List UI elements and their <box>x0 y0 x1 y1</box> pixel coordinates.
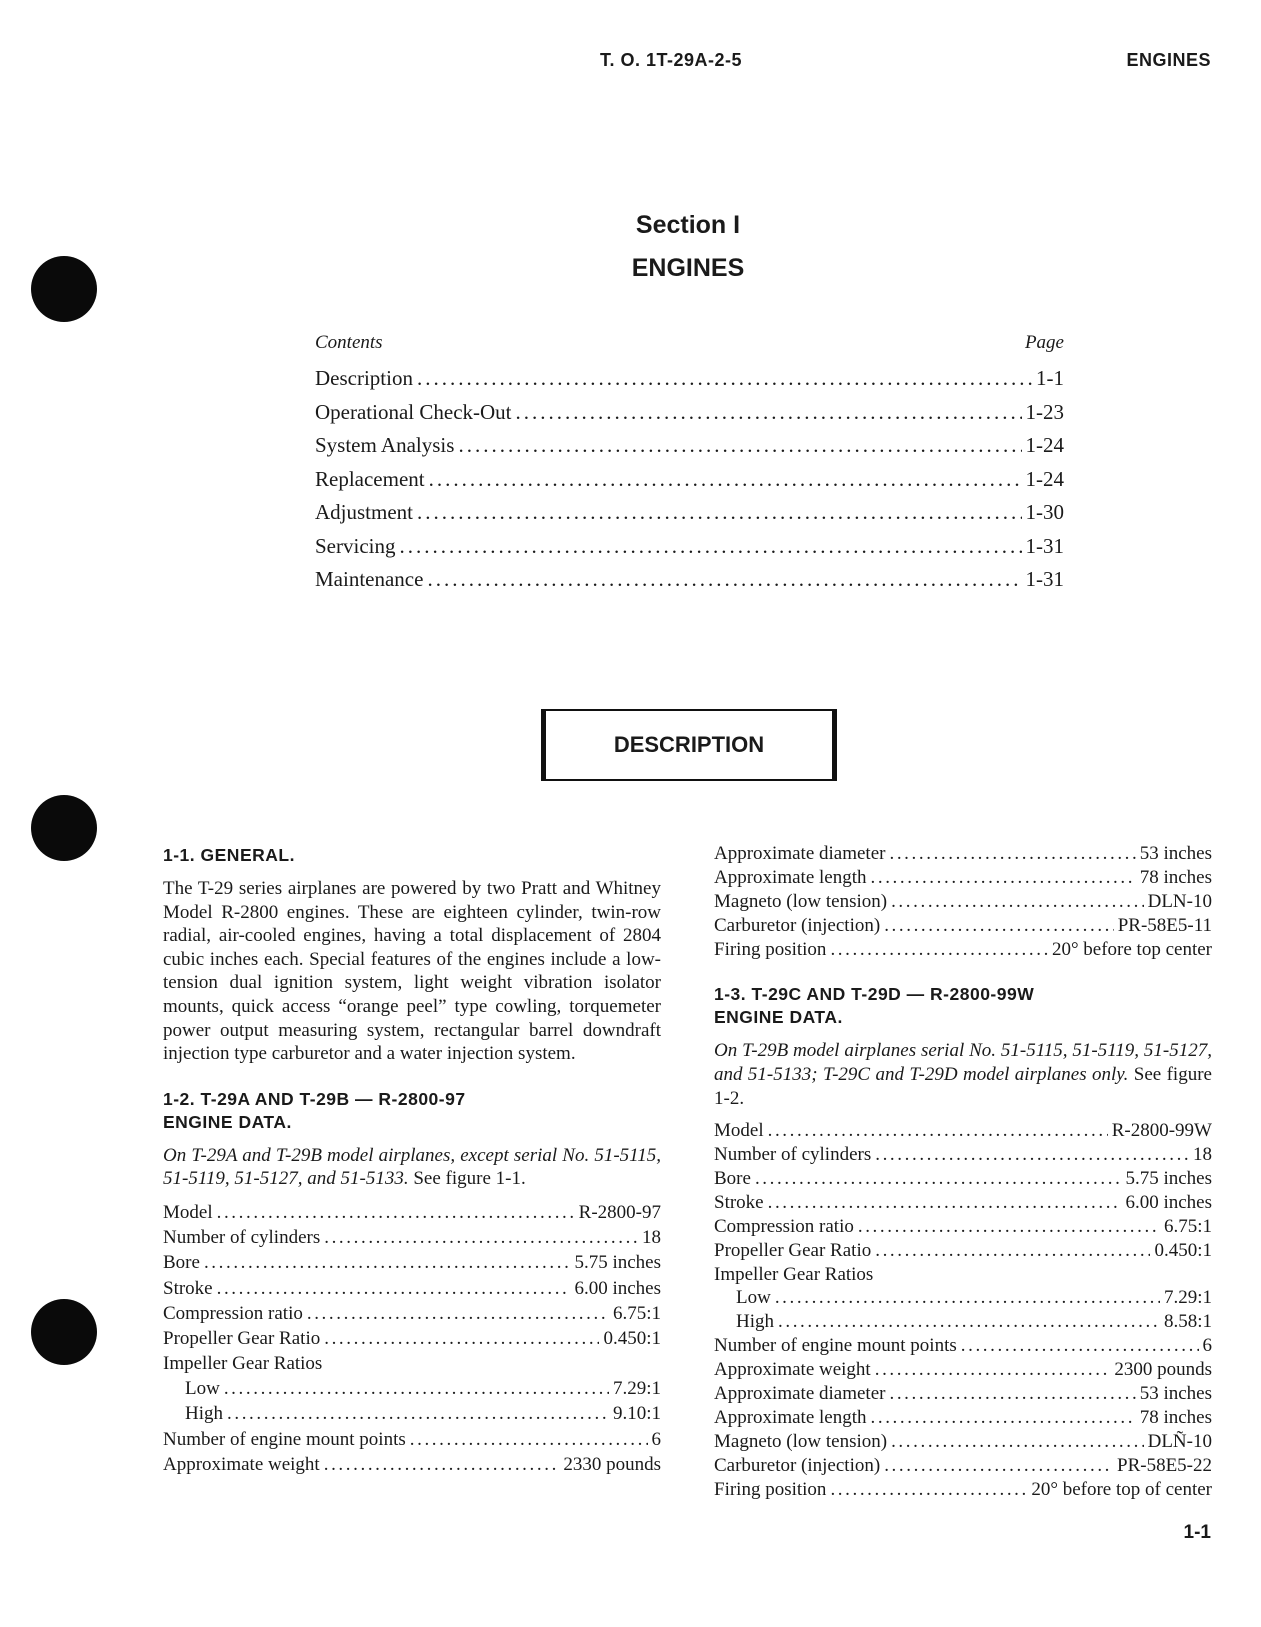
data-99w-note <box>714 1039 1212 1110</box>
spec-row <box>714 1382 1212 1406</box>
spec-row <box>714 1215 1212 1239</box>
row-label: Approximate diameter <box>714 843 886 864</box>
row-value: 1-23 <box>1025 399 1064 424</box>
row-label: Magneto (low tension) <box>714 1430 888 1452</box>
binder-hole <box>31 1299 97 1365</box>
dot-leader <box>889 842 1135 866</box>
row-label: Model <box>163 1201 213 1223</box>
dot-leader <box>429 467 1022 492</box>
row-value: R-2800-99W <box>1111 1120 1212 1142</box>
row-label: Impeller Gear Ratios <box>163 1353 323 1375</box>
figure-ref: See figure 1-2. <box>714 1064 1212 1109</box>
dot-leader <box>417 500 1022 525</box>
dot-leader <box>830 1478 1027 1502</box>
data-97-heading-2: ENGINE DATA. <box>163 1111 292 1132</box>
dot-leader <box>961 1334 1199 1358</box>
row-value: 18 <box>642 1227 661 1249</box>
row-label: Approximate diameter <box>714 1383 886 1405</box>
row-value: 53 inches <box>1139 1383 1212 1405</box>
dot-leader <box>778 1310 1160 1334</box>
spec-row <box>163 1326 661 1351</box>
engine-data-table-99w <box>714 1119 1212 1501</box>
row-label: Carburetor (injection) <box>714 1454 881 1476</box>
document-number: T. O. 1T-29A-2-5 <box>600 50 743 70</box>
row-label: Maintenance <box>315 567 424 591</box>
row-label: Stroke <box>714 1191 764 1213</box>
row-value: 18 <box>1193 1144 1212 1166</box>
row-value: 6.75:1 <box>612 1302 661 1324</box>
row-label: Replacement <box>315 466 425 491</box>
data-99w-heading-2: ENGINE DATA. <box>714 1007 843 1028</box>
row-label: Model <box>714 1120 764 1142</box>
data-97-note <box>163 1144 661 1191</box>
row-value: 8.58:1 <box>1163 1311 1212 1333</box>
row-label: Servicing <box>315 533 396 558</box>
row-value: 1-31 <box>1025 533 1064 558</box>
spec-row <box>714 1454 1212 1478</box>
row-value: 6 <box>1202 1335 1212 1357</box>
row-label: High <box>185 1403 223 1425</box>
toc-entry <box>315 400 1064 434</box>
spec-row <box>714 866 1212 890</box>
row-value: DLÑ-10 <box>1147 1430 1212 1452</box>
row-value: 6 <box>651 1428 661 1450</box>
toc-entry <box>315 433 1064 467</box>
row-label: System Analysis <box>315 433 455 457</box>
toc-entry <box>315 467 1064 501</box>
toc-entry <box>315 366 1064 400</box>
spec-row <box>163 1401 661 1426</box>
row-label: Bore <box>163 1252 200 1274</box>
spec-row <box>714 1310 1212 1334</box>
dot-leader <box>410 1427 648 1452</box>
row-label: Approximate length <box>714 1406 867 1428</box>
header-section-name: ENGINES <box>1126 50 1211 70</box>
row-value: 7.29:1 <box>612 1378 661 1400</box>
binder-hole <box>31 795 97 861</box>
spec-row <box>714 1478 1212 1502</box>
dot-leader <box>307 1301 609 1326</box>
row-value: 2300 pounds <box>1114 1359 1212 1381</box>
spec-row <box>714 1406 1212 1430</box>
row-label: Compression ratio <box>714 1215 854 1237</box>
figure-ref: See figure 1-1. <box>408 1168 526 1190</box>
row-label: Bore <box>714 1168 751 1190</box>
row-value: 78 inches <box>1139 866 1212 888</box>
dot-leader <box>884 914 1114 938</box>
row-value: 78 inches <box>1139 1406 1212 1428</box>
spec-row <box>714 914 1212 938</box>
spec-row <box>714 1239 1212 1263</box>
contents-label: Contents <box>315 332 383 353</box>
row-value: 6.00 inches <box>1125 1191 1212 1213</box>
row-label: Low <box>185 1378 220 1400</box>
right-column <box>714 842 1212 1501</box>
dot-leader <box>871 866 1136 890</box>
spec-row <box>163 1225 661 1250</box>
spec-row <box>714 1143 1212 1167</box>
note-text: On T-29A and T-29B model airplanes, except serial No. 51-5115, 51-5119, 51-5127, and 51-5133. <box>163 1144 661 1190</box>
spec-row <box>163 1301 661 1326</box>
spec-row <box>714 1167 1212 1191</box>
data-97-heading: 1-2. T-29A AND T-29B — R-2800-97 <box>163 1088 466 1109</box>
row-value: 20° before top center <box>1051 938 1212 960</box>
spec-row <box>714 1263 1212 1287</box>
row-value: DLN-10 <box>1147 890 1212 912</box>
spec-row <box>714 1286 1212 1310</box>
row-value: 1-24 <box>1025 466 1064 491</box>
page-number: 1-1 <box>1183 1522 1211 1543</box>
row-label: Number of engine mount points <box>163 1428 406 1450</box>
row-label: Approximate weight <box>714 1359 871 1381</box>
row-label: Compression ratio <box>163 1302 303 1324</box>
spec-row <box>714 1119 1212 1143</box>
dot-leader <box>204 1250 571 1275</box>
row-value: R-2800-97 <box>578 1201 661 1223</box>
row-label: Number of cylinders <box>714 1144 872 1166</box>
general-paragraph: The T-29 series airplanes are powered by two Pratt and Whitney Model R-2800 engines. These are eighteen cylinder, twin-row radial, air-cooled engines, having a total displacement of 2804 cubic inches each. Special features of the engines include a low-tension dual ignition system, light weight vibration isolator mounts, quick access “orange peel” type cowling, torquemeter power output measuring system, rectangular barrel downdraft injection type carburetor and a water injection system. <box>163 878 661 1065</box>
row-label: Number of engine mount points <box>714 1335 957 1357</box>
dot-leader <box>217 1200 575 1225</box>
spec-row <box>714 1358 1212 1382</box>
spec-row <box>163 1200 661 1225</box>
data-99w-heading: 1-3. T-29C AND T-29D — R-2800-99W <box>714 984 1035 1005</box>
section-number: Section I <box>635 211 741 239</box>
spec-row <box>163 1427 661 1452</box>
engine-data-table-97 <box>163 1200 661 1477</box>
dot-leader <box>516 400 1022 425</box>
row-label: Impeller Gear Ratios <box>714 1263 874 1285</box>
dot-leader <box>227 1401 609 1426</box>
row-label: Carburetor (injection) <box>714 914 881 936</box>
row-value: 1-30 <box>1025 500 1064 524</box>
dot-leader <box>399 534 1021 559</box>
row-value: 1-1 <box>1036 366 1064 390</box>
dot-leader <box>427 567 1021 592</box>
dot-leader <box>889 1382 1135 1406</box>
row-value: 1-24 <box>1025 433 1064 457</box>
dot-leader <box>324 1452 560 1477</box>
row-value: 53 inches <box>1139 843 1212 864</box>
dot-leader <box>768 1191 1122 1215</box>
spec-row <box>714 890 1212 914</box>
row-value: PR-58E5-22 <box>1117 1454 1212 1476</box>
row-value: 9.10:1 <box>612 1403 661 1425</box>
row-value: 6.75:1 <box>1163 1215 1212 1237</box>
dot-leader <box>875 1239 1150 1263</box>
toc-entry <box>315 500 1064 534</box>
row-value: PR-58E5-11 <box>1117 914 1212 936</box>
row-value: 0.450:1 <box>603 1327 661 1349</box>
row-value: 2330 pounds <box>563 1453 661 1475</box>
dot-leader <box>755 1167 1122 1191</box>
dot-leader <box>224 1376 609 1401</box>
dot-leader <box>768 1119 1108 1143</box>
spec-row <box>714 938 1212 962</box>
spec-row <box>714 1430 1212 1454</box>
row-value: 20° before top of center <box>1031 1478 1212 1500</box>
row-label: Approximate weight <box>163 1453 320 1475</box>
row-label: High <box>736 1311 774 1333</box>
row-label: Firing position <box>714 938 827 960</box>
row-label: Firing position <box>714 1478 827 1500</box>
spec-row <box>163 1351 661 1376</box>
row-value: 1-31 <box>1025 567 1064 591</box>
engine-data-table-97-cont <box>714 842 1212 961</box>
general-heading: 1-1. GENERAL. <box>163 845 295 865</box>
row-label: Propeller Gear Ratio <box>714 1239 872 1261</box>
row-value: 5.75 inches <box>1125 1168 1212 1190</box>
dot-leader <box>858 1215 1160 1239</box>
table-of-contents <box>315 332 1064 601</box>
dot-leader <box>458 433 1021 458</box>
dot-leader <box>324 1326 599 1351</box>
description-heading-box: DESCRIPTION <box>541 709 837 781</box>
row-label: Number of cylinders <box>163 1227 321 1249</box>
row-value: 5.75 inches <box>574 1252 661 1274</box>
note-text: On T-29B model airplanes serial No. 51-5115, 51-5119, 51-5127, and 51-5133; T-29C and T-29D model airplanes only. <box>714 1040 1212 1086</box>
dot-leader <box>875 1143 1189 1167</box>
row-label: Stroke <box>163 1277 213 1299</box>
section-title: ENGINES <box>631 254 745 282</box>
dot-leader <box>324 1225 638 1250</box>
row-value: 7.29:1 <box>1163 1287 1212 1309</box>
left-column <box>163 844 661 1477</box>
dot-leader <box>417 366 1032 391</box>
dot-leader <box>891 890 1144 914</box>
row-label: Operational Check-Out <box>315 399 512 424</box>
spec-row <box>714 842 1212 866</box>
dot-leader <box>875 1358 1111 1382</box>
row-value: 0.450:1 <box>1154 1239 1212 1261</box>
toc-entry <box>315 567 1064 601</box>
row-label: Adjustment <box>315 500 413 524</box>
row-label: Approximate length <box>714 866 867 888</box>
dot-leader <box>217 1276 571 1301</box>
dot-leader <box>775 1286 1160 1310</box>
row-label: Propeller Gear Ratio <box>163 1327 321 1349</box>
row-label: Low <box>736 1287 771 1309</box>
spec-row <box>714 1334 1212 1358</box>
dot-leader <box>891 1430 1144 1454</box>
toc-entry <box>315 534 1064 568</box>
row-label: Magneto (low tension) <box>714 890 888 912</box>
row-value: 6.00 inches <box>574 1277 661 1299</box>
dot-leader <box>871 1406 1136 1430</box>
spec-row <box>163 1276 661 1301</box>
spec-row <box>714 1191 1212 1215</box>
spec-row <box>163 1250 661 1275</box>
page-label: Page <box>1024 332 1064 353</box>
spec-row <box>163 1452 661 1477</box>
dot-leader <box>884 1454 1113 1478</box>
dot-leader <box>830 938 1048 962</box>
row-label: Description <box>315 366 413 390</box>
spec-row <box>163 1376 661 1401</box>
